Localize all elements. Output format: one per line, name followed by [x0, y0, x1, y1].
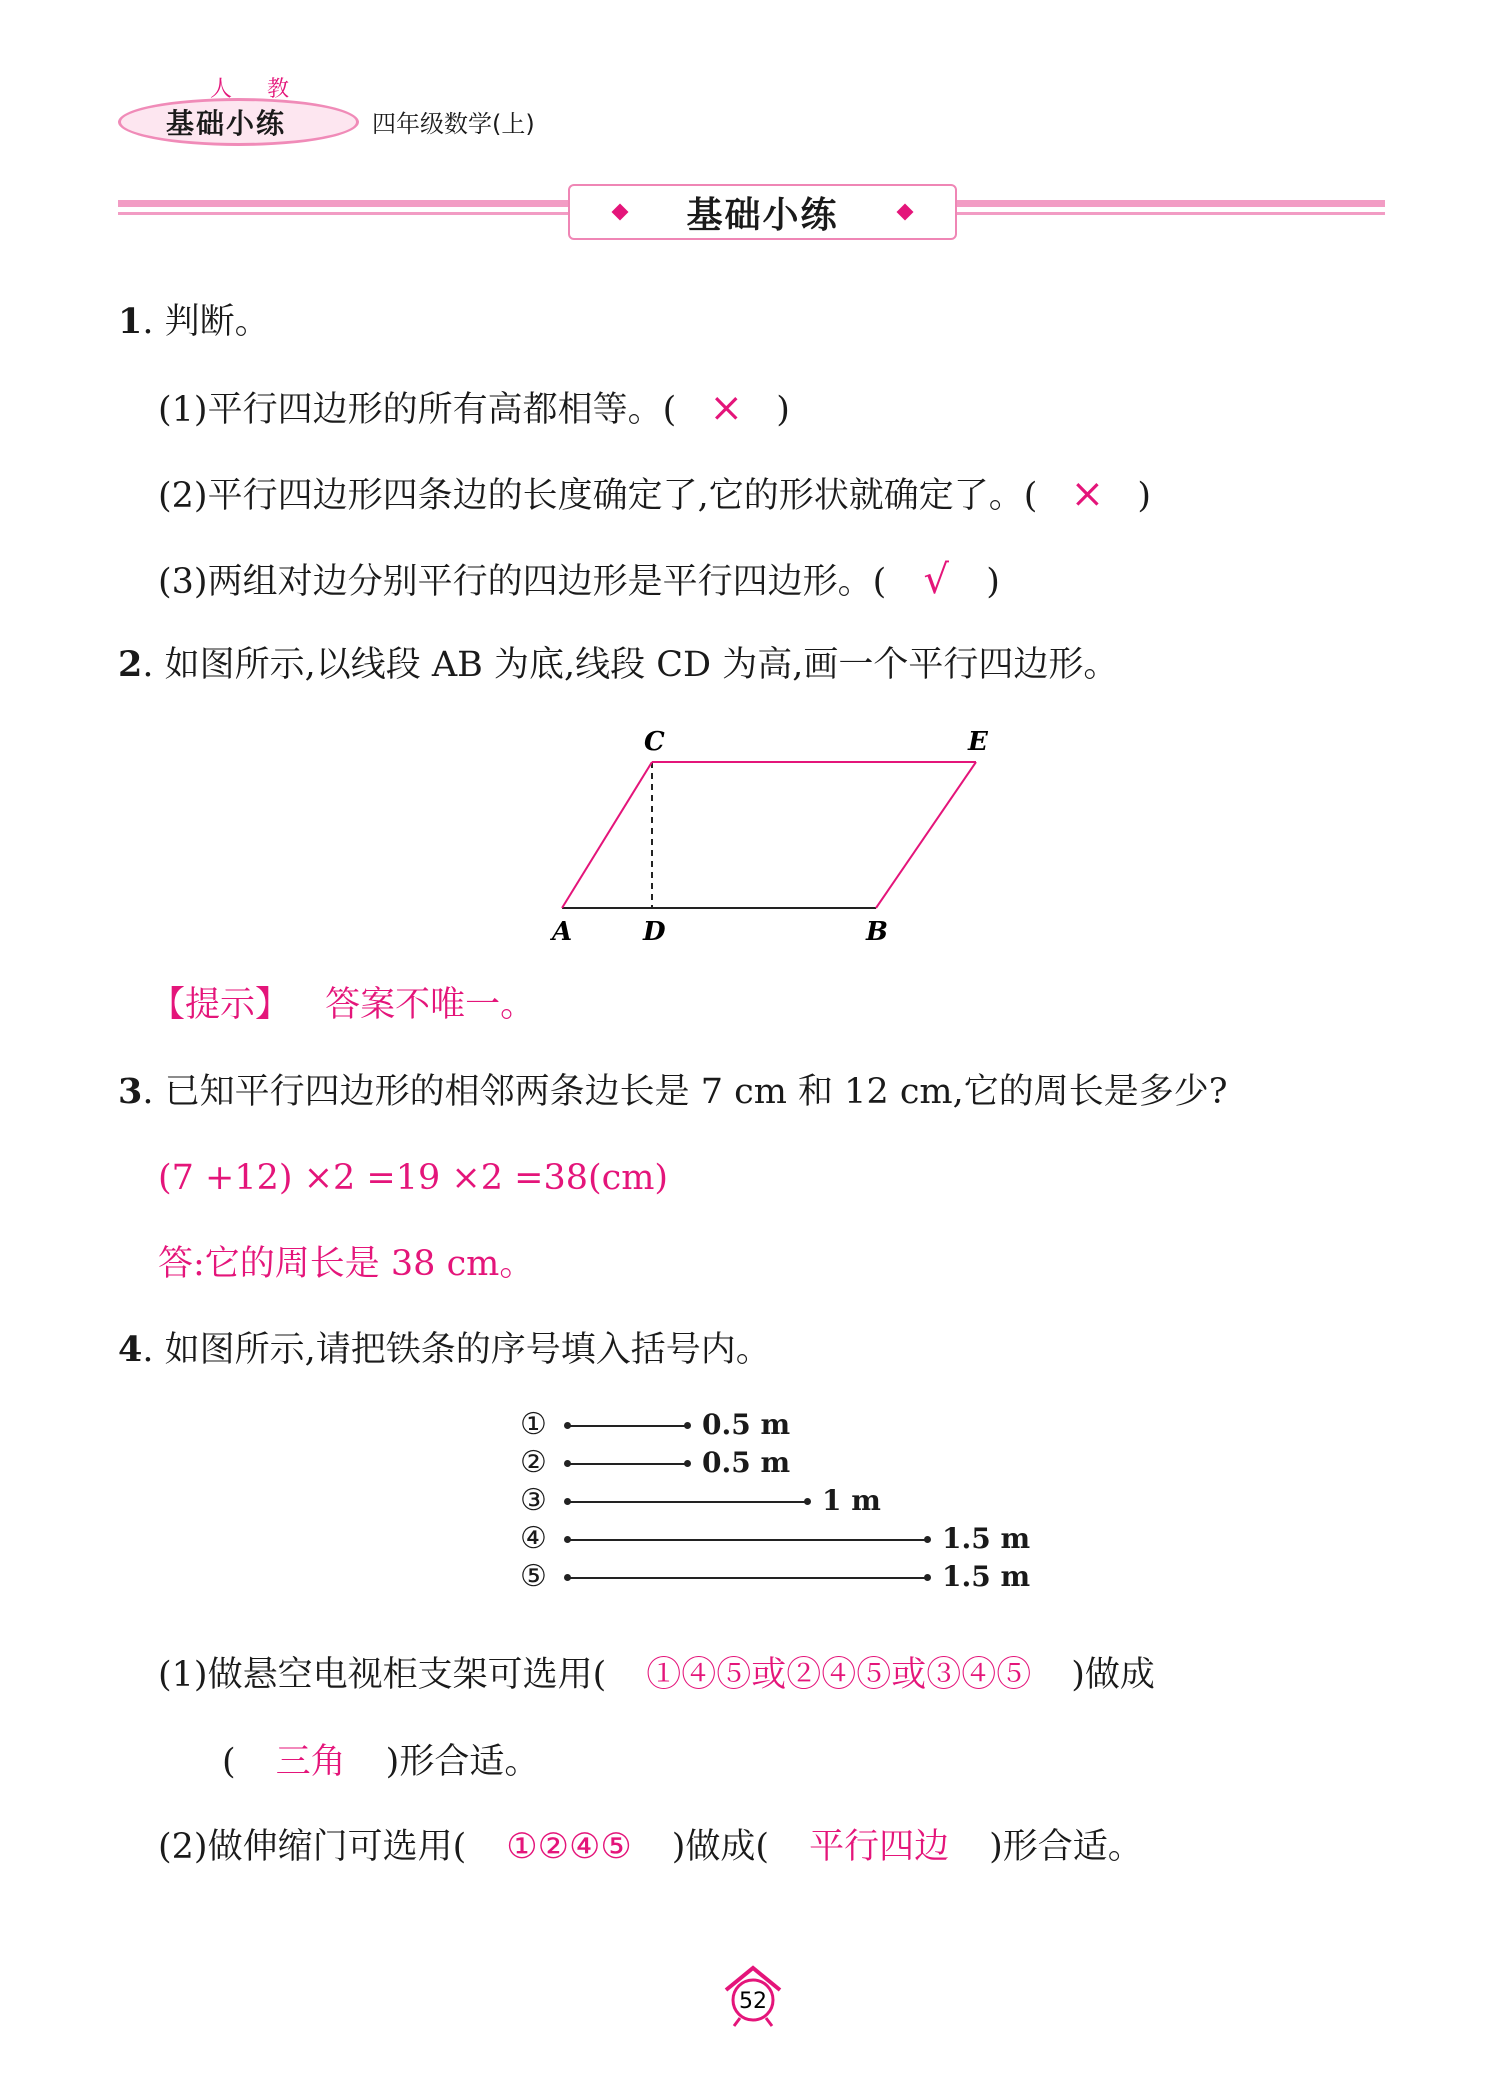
- side-ac: [562, 762, 652, 908]
- title-band-left: [118, 200, 568, 207]
- rod-marker: ①: [520, 1407, 547, 1442]
- rod-end-dot: [924, 1536, 931, 1543]
- hint-text: 答案不唯一。: [325, 985, 536, 1025]
- q1-item-2: (2)平行四边形四条边的长度确定了,它的形状就确定了。( × ): [158, 471, 1152, 517]
- rod-row: [520, 1560, 1040, 1594]
- rod-marker: ②: [520, 1445, 547, 1480]
- rod-line: [568, 1425, 688, 1427]
- q1-item-3: (3)两组对边分别平行的四边形是平行四边形。( √ ): [158, 557, 1000, 603]
- rod-end-dot: [924, 1574, 931, 1581]
- rod-line: [568, 1539, 928, 1541]
- q3-answer: 答:它的周长是 38 cm。: [158, 1244, 535, 1284]
- label-b: B: [866, 917, 888, 947]
- q4-sub1-line1: (1)做悬空电视柜支架可选用( ①④⑤或②④⑤或③④⑤ )做成: [158, 1655, 1155, 1695]
- diamond-icon: [896, 204, 913, 221]
- side-eb: [876, 762, 976, 908]
- rod-marker: ④: [520, 1521, 547, 1556]
- page-number-badge: [718, 1960, 788, 2030]
- sub1-answer2: 三角: [275, 1742, 346, 1782]
- rod-row: [520, 1484, 1040, 1518]
- title-band-right-thin: [955, 212, 1385, 215]
- badge-leg-right: [766, 2018, 772, 2026]
- rods-figure: [520, 1408, 1040, 1608]
- rod-row: [520, 1446, 1040, 1480]
- title-band-left-thin: [118, 212, 568, 215]
- rod-line: [568, 1501, 808, 1503]
- parallelogram-figure: [540, 720, 1020, 950]
- rod-end-dot: [564, 1498, 571, 1505]
- section-title: 基础小练: [686, 194, 839, 236]
- section-title-box: [568, 184, 957, 240]
- rod-length-label: 0.5 m: [702, 1446, 791, 1479]
- rod-length-label: 0.5 m: [702, 1408, 791, 1441]
- brand-small: 人 教: [210, 77, 303, 102]
- rod-end-dot: [564, 1536, 571, 1543]
- q4-sub1-line2: ( 三角 )形合适。: [222, 1742, 540, 1782]
- rod-end-dot: [564, 1422, 571, 1429]
- q4-sub2: (2)做伸缩门可选用( ①②④⑤ )做成( 平行四边 )形合适。: [158, 1827, 1143, 1867]
- diamond-icon: [612, 204, 629, 221]
- rod-line: [568, 1463, 688, 1465]
- grade-label: 四年级数学(上): [372, 110, 535, 138]
- rod-end-dot: [564, 1460, 571, 1467]
- q2-hint: [150, 985, 535, 1025]
- rod-line: [568, 1577, 928, 1579]
- hint-label: 【提示】: [150, 985, 291, 1025]
- badge-leg-left: [734, 2018, 740, 2026]
- title-band-right: [955, 200, 1385, 207]
- sub2-answer2: 平行四边: [809, 1827, 950, 1867]
- q3-stem: 3. 已知平行四边形的相邻两条边长是 7 cm 和 12 cm,它的周长是多少?: [118, 1071, 1228, 1112]
- label-e: E: [968, 727, 988, 757]
- rod-length-label: 1 m: [822, 1484, 881, 1517]
- answer-mark: ×: [709, 385, 743, 431]
- label-d: D: [643, 917, 666, 947]
- brand-main: 基础小练: [166, 107, 287, 140]
- q1-stem: 1. 判断。: [118, 301, 270, 342]
- answer-mark: √: [923, 557, 949, 603]
- rod-length-label: 1.5 m: [942, 1560, 1031, 1593]
- rod-end-dot: [684, 1460, 691, 1467]
- label-c: C: [644, 727, 665, 757]
- answer-mark: ×: [1070, 471, 1105, 517]
- sub1-answer: ①④⑤或②④⑤或③④⑤: [646, 1655, 1032, 1695]
- rod-end-dot: [804, 1498, 811, 1505]
- q3-calc: (7 +12) ×2 =19 ×2 =38(cm): [158, 1158, 669, 1198]
- q2-stem: 2. 如图所示,以线段 AB 为底,线段 CD 为高,画一个平行四边形。: [118, 644, 1119, 685]
- q4-stem: 4. 如图所示,请把铁条的序号填入括号内。: [118, 1329, 771, 1370]
- rod-length-label: 1.5 m: [942, 1522, 1031, 1555]
- rod-end-dot: [564, 1574, 571, 1581]
- page-number: 52: [739, 1989, 767, 2014]
- q1-item-1: (1)平行四边形的所有高都相等。( × ): [158, 385, 790, 431]
- sub2-answer: ①②④⑤: [506, 1827, 632, 1867]
- rod-row: [520, 1408, 1040, 1442]
- rod-marker: ⑤: [520, 1559, 547, 1594]
- label-a: A: [552, 917, 573, 947]
- rod-end-dot: [684, 1422, 691, 1429]
- rod-row: [520, 1522, 1040, 1556]
- rod-marker: ③: [520, 1483, 547, 1518]
